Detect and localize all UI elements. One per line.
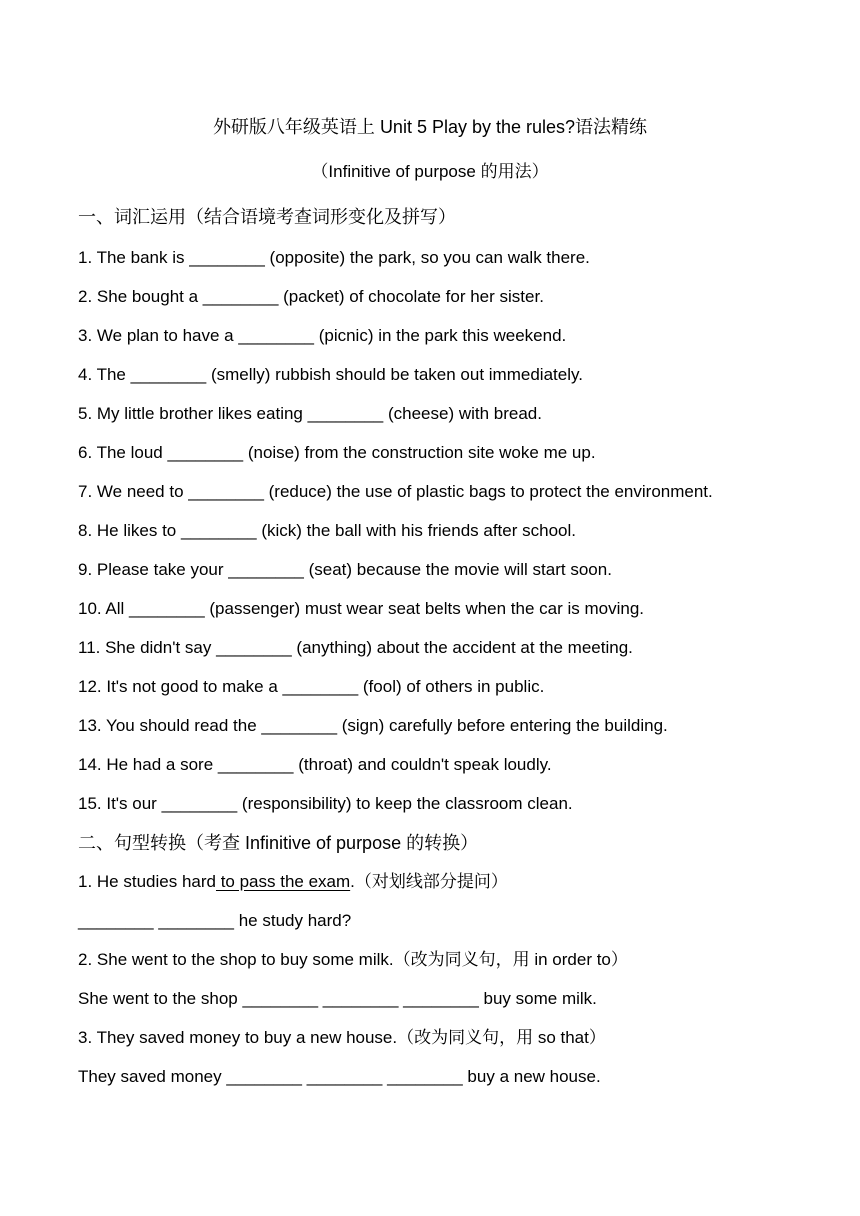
section1-heading: 一、词汇运用（结合语境考查词形变化及拼写） [78,207,456,227]
exercise-item: 15. It's our ________ (responsibility) to keep the classroom clean. [78,794,573,813]
exercise-item: 6. The loud ________ (noise) from the construction site woke me up. [78,443,596,462]
underlined-phrase: to pass the exam [215,872,351,891]
exercise-item: 5. My little brother likes eating ________ (cheese) with bread. [78,404,542,423]
exercise-item: 4. The ________ (smelly) rubbish should be taken out immediately. [78,365,583,384]
transform-question: 2. She went to the shop to buy some milk.（改为同义句，用 in order to） [78,950,628,969]
exercise-item: 11. She didn't say ________ (anything) about the accident at the meeting. [78,638,633,657]
exercise-item: 2. She bought a ________ (packet) of chocolate for her sister. [78,287,544,306]
page-title: 外研版八年级英语上 Unit 5 Play by the rules?语法精练 [212,117,648,137]
section2-heading: 二、句型转换（考查 Infinitive of purpose 的转换） [78,833,479,853]
page-subtitle: （Infinitive of purpose 的用法） [311,162,549,181]
exercise-item: 3. We plan to have a ________ (picnic) in the park this weekend. [78,326,567,345]
question-instruction: .（对划线部分提问） [350,872,508,891]
exercise-item: 10. All ________ (passenger) must wear seat belts when the car is moving. [78,599,645,618]
question-prefix: 1. He studies hard [78,872,216,891]
transform-question: 3. They saved money to buy a new house.（改为同义句，用 so that） [78,1028,606,1047]
exercise-item: 14. He had a sore ________ (throat) and couldn't speak loudly. [78,755,552,774]
answer-line: They saved money ________ ________ ________ buy a new house. [78,1067,601,1086]
transform-question [78,871,508,893]
exercise-item: 8. He likes to ________ (kick) the ball with his friends after school. [78,521,576,540]
exercise-item: 12. It's not good to make a ________ (fool) of others in public. [78,677,545,696]
answer-line: She went to the shop ________ ________ ________ buy some milk. [78,989,597,1008]
answer-line: ________ ________ he study hard? [78,911,352,930]
exercise-item: 7. We need to ________ (reduce) the use of plastic bags to protect the environment. [78,482,713,501]
exercise-item: 1. The bank is ________ (opposite) the park, so you can walk there. [78,248,590,267]
exercise-item: 9. Please take your ________ (seat) because the movie will start soon. [78,560,612,579]
exercise-item: 13. You should read the ________ (sign) carefully before entering the building. [78,716,668,735]
